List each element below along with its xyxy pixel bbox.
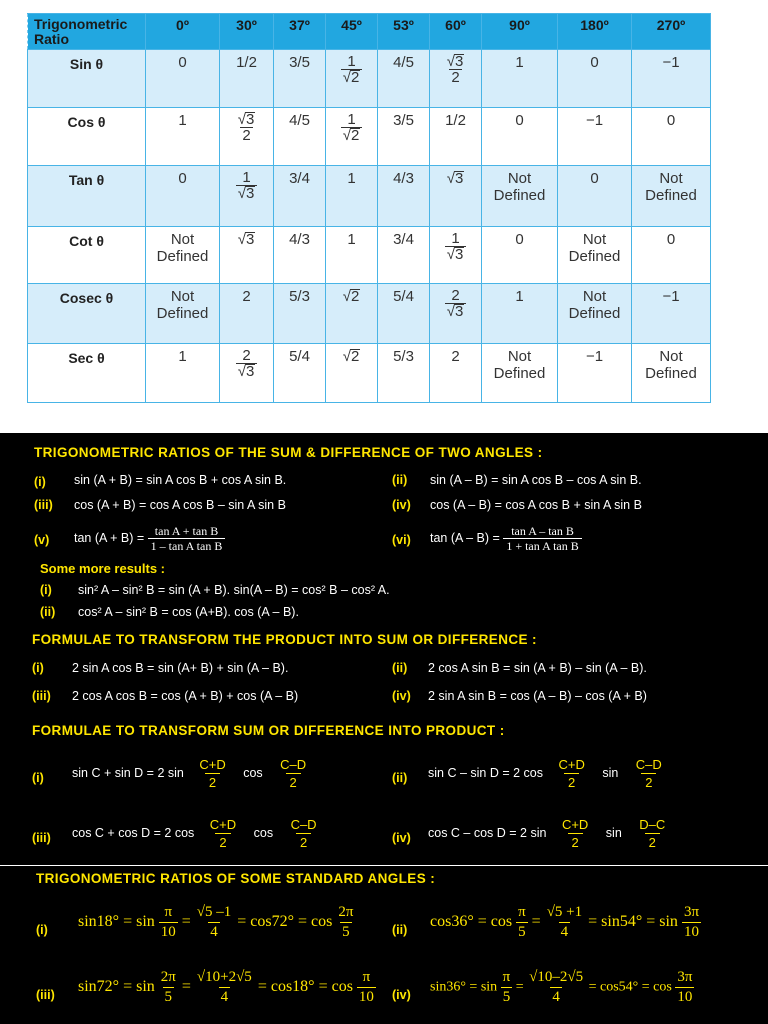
fraction	[206, 816, 240, 851]
table-cell: −1	[558, 108, 632, 166]
fraction-denominator: 2	[568, 833, 583, 851]
standard-angle-formula: sin72° = sin $\frac{2\pi}{5}$ = $\frac{√10+2√5}{4}$ = cos18° = cos $\frac{\pi}{10}$	[78, 969, 374, 1005]
table-cell: 4/5	[378, 50, 430, 108]
fraction-numerator: π	[164, 904, 173, 920]
fraction-numerator: C+D	[209, 817, 237, 832]
fraction-numerator: √10–2√5	[529, 969, 584, 985]
fraction	[357, 968, 376, 1007]
fraction-denominator: 4	[210, 924, 218, 940]
fraction: 1 √ 3	[236, 170, 258, 201]
formula-lhs: sin C – sin D = 2 cos	[428, 765, 543, 780]
func-name: cos	[243, 765, 263, 780]
formula-lhs: sin18° = sin	[78, 913, 155, 931]
table-cell: 0	[482, 227, 558, 284]
table-cell: 4/3	[378, 166, 430, 227]
formula-lhs: cos C – cos D = 2 sin	[428, 825, 547, 840]
table-cell: Not Defined	[482, 166, 558, 227]
formula-text: 2 cos A cos B = cos (A + B) + cos (A – B)	[72, 689, 299, 703]
table-cell	[220, 344, 274, 403]
ratio-name-cell: Cos θ	[28, 108, 146, 166]
fraction-denominator: 10	[358, 989, 374, 1005]
fraction	[287, 816, 321, 851]
formula-text: sin (A – B) = sin A cos B – cos A sin B.	[430, 473, 642, 487]
standard-angle-formula: cos36° = cos $\frac{\pi}{5}$ = $\frac{√5 +1}{4}$ = sin54° = sin $\frac{3\pi}{10}$	[430, 904, 700, 940]
table-row	[28, 108, 711, 166]
fraction: 1 √ 2	[341, 54, 363, 85]
radical: √ 2	[342, 288, 360, 305]
fraction-denominator: 2	[564, 773, 579, 791]
fraction	[675, 968, 694, 1007]
formula-lhs: tan (A – B) =	[430, 530, 500, 545]
fraction: 1 √ 3	[445, 231, 467, 262]
fraction-denominator: 4	[560, 924, 569, 940]
table-cell: 0	[146, 166, 220, 227]
item-label: (iii)	[32, 689, 51, 703]
radical: √ 2	[342, 127, 360, 144]
item-label: (i)	[32, 771, 44, 785]
ratio-name-cell: Cot θ	[28, 227, 146, 284]
item-label: (iv)	[392, 689, 411, 703]
fraction	[682, 903, 701, 942]
table-cell	[220, 166, 274, 227]
formula-panel	[0, 433, 768, 1024]
formula-fraction-row	[428, 816, 669, 851]
table-cell: 2	[430, 344, 482, 403]
fraction-numerator: tan A – tan B	[511, 524, 574, 538]
formula-lhs: tan (A + B) =	[74, 530, 145, 545]
fraction-denominator: 1 – tan A tan B	[148, 538, 226, 553]
ratio-name-cell: Sec θ	[28, 344, 146, 403]
radical: √ 3	[446, 303, 464, 320]
table-cell	[326, 284, 378, 344]
formula-text: 2 sin A cos B = sin (A+ B) + sin (A – B).	[72, 661, 289, 675]
fraction-denominator: 5	[502, 989, 511, 1005]
radical: √ 3	[237, 231, 255, 248]
table-cell: 1	[146, 344, 220, 403]
table-row	[28, 166, 711, 227]
formula-rhs: = cos72° = cos	[237, 913, 333, 931]
fraction-numerator: √5 –1	[196, 904, 232, 920]
table-cell	[326, 344, 378, 403]
fraction-denominator: 10	[160, 924, 176, 940]
fraction	[501, 968, 513, 1007]
fraction-numerator: π	[502, 969, 511, 985]
table-cell: 1	[326, 166, 378, 227]
formula-rhs: = cos54° = cos	[588, 979, 672, 995]
fraction-denominator: 5	[518, 924, 526, 940]
fraction-denominator: 2	[215, 833, 230, 851]
header-cell: 53º	[378, 14, 430, 50]
fraction	[527, 968, 585, 1007]
fraction	[195, 968, 254, 1007]
radical: √ 3	[446, 53, 464, 70]
formula-fraction-row	[428, 756, 666, 791]
header-cell: 60º	[430, 14, 482, 50]
table-cell: Not Defined	[482, 344, 558, 403]
ratio-name-cell: Tan θ	[28, 166, 146, 227]
standard-angle-formula: sin18° = sin $\frac{\pi}{10}$ = $\frac{√5 -1}{4}$ = cos72° = cos $\frac{2\pi}{5}$	[78, 904, 354, 940]
table-cell: 5/3	[274, 284, 326, 344]
fraction-denominator: 5	[164, 989, 173, 1005]
fraction	[195, 756, 229, 791]
table-cell: 3/5	[274, 50, 326, 108]
header-cell: 270º	[632, 14, 711, 50]
formula-row	[34, 473, 46, 491]
formula-text: sin² A – sin² B = sin (A + B). sin(A – B) = cos² B – cos² A.	[78, 583, 390, 597]
fraction: 2 √ 3	[445, 288, 467, 319]
formula-text: cos (A – B) = cos A cos B + sin A sin B	[430, 498, 642, 512]
formula-text: cos² A – sin² B = cos (A+B). cos (A – B).	[78, 605, 299, 619]
table-cell	[326, 108, 378, 166]
fraction-denominator: 2	[205, 773, 220, 791]
formula-text: 2 cos A sin B = sin (A + B) – sin (A – B).	[428, 661, 647, 675]
fraction: 2 √ 3	[236, 348, 258, 379]
table-cell: 1	[482, 284, 558, 344]
standard-angles-heading: TRIGONOMETRIC RATIOS OF SOME STANDARD ANGLES :	[36, 871, 436, 886]
item-label: (iv)	[392, 831, 411, 845]
fraction: 1 √ 2	[341, 112, 363, 143]
func-name: sin	[602, 765, 619, 780]
fraction	[336, 903, 355, 942]
table-cell	[430, 50, 482, 108]
table-cell: 3/4	[274, 166, 326, 227]
table-cell: 5/4	[378, 284, 430, 344]
fraction	[159, 903, 178, 942]
table-cell: Not Defined	[632, 166, 711, 227]
radical: √ 3	[237, 111, 255, 128]
header-cell: 90º	[482, 14, 558, 50]
table-cell	[220, 108, 274, 166]
table-cell: 1/2	[430, 108, 482, 166]
table-cell: 5/4	[274, 344, 326, 403]
table-row	[28, 227, 711, 284]
table-cell	[430, 166, 482, 227]
fraction-denominator: 10	[677, 989, 693, 1005]
sum-diff-heading: TRIGONOMETRIC RATIOS OF THE SUM & DIFFERENCE OF TWO ANGLES :	[34, 445, 543, 460]
formula-lhs: cos C + cos D = 2 cos	[72, 825, 195, 840]
formula-lhs: sin36° = sin	[430, 979, 498, 995]
table-cell	[220, 227, 274, 284]
table-cell: −1	[558, 344, 632, 403]
item-label: (iii)	[32, 831, 51, 845]
formula-text: 2 sin A sin B = cos (A – B) – cos (A + B)	[428, 689, 647, 703]
radical: √ 3	[446, 246, 464, 263]
table-cell: 0	[632, 227, 711, 284]
table-cell: 0	[558, 50, 632, 108]
item-label: (ii)	[392, 923, 408, 937]
item-label: (i)	[32, 661, 44, 675]
fraction-numerator: C–D	[635, 757, 662, 772]
fraction-numerator: tan A + tan B	[154, 524, 219, 538]
fraction-denominator: 2	[641, 773, 656, 791]
standard-angle-formula: sin36° = sin $\frac{\pi}{5}$ = $\frac{√10-2√5}{4}$ = cos54° = cos $\frac{3\pi}{10}$	[430, 969, 693, 1005]
table-cell: 4/3	[274, 227, 326, 284]
item-label: (iv)	[392, 498, 411, 512]
fraction-denominator: 4	[220, 989, 229, 1005]
item-label: (v)	[34, 533, 50, 547]
fraction-denominator: 2	[645, 833, 660, 851]
table-cell: Not Defined	[146, 227, 220, 284]
header-cell: 180º	[558, 14, 632, 50]
table-cell: 1	[146, 108, 220, 166]
formula-text: sin (A + B) = sin A cos B + cos A sin B.	[74, 473, 287, 487]
table-cell: 0	[482, 108, 558, 166]
fraction	[632, 756, 666, 791]
item-label: (iv)	[392, 988, 411, 1002]
fraction	[159, 968, 178, 1007]
table-cell	[326, 50, 378, 108]
fraction-numerator: C–D	[290, 817, 317, 832]
formula-lhs: cos36° = cos	[430, 913, 513, 931]
formula-rhs: = sin54° = sin	[588, 913, 678, 931]
fraction-numerator: D–C	[639, 817, 666, 832]
ratio-name-cell: Cosec θ	[28, 284, 146, 344]
item-label: (i)	[40, 583, 52, 597]
formula-text: cos (A + B) = cos A cos B – sin A sin B	[74, 498, 286, 512]
table-cell: 0	[558, 166, 632, 227]
table-cell: 1/2	[220, 50, 274, 108]
fraction	[635, 816, 669, 851]
table-row	[28, 344, 711, 403]
divider	[0, 865, 768, 866]
table-cell: 3/4	[378, 227, 430, 284]
table-cell: −1	[632, 284, 711, 344]
fraction-denominator: 4	[552, 989, 560, 1005]
item-label: (ii)	[392, 473, 408, 487]
formula-fraction-row	[74, 524, 225, 553]
header-cell: 45º	[326, 14, 378, 50]
formula-lhs: sin C + sin D = 2 sin	[72, 765, 184, 780]
table-header-row	[28, 14, 711, 50]
header-cell: 30º	[220, 14, 274, 50]
formula-fraction-row	[430, 524, 582, 553]
fraction-denominator: 1 + tan A tan B	[503, 538, 581, 553]
fraction-denominator: 10	[683, 924, 699, 940]
fraction	[545, 903, 584, 942]
table-cell: 2	[220, 284, 274, 344]
product-sum-heading: FORMULAE TO TRANSFORM THE PRODUCT INTO SUM OR DIFFERENCE :	[32, 632, 537, 647]
table-cell: −1	[632, 50, 711, 108]
formula-fraction-row	[72, 756, 310, 791]
fraction-numerator: π	[362, 969, 371, 985]
fraction-numerator: 2π	[338, 904, 354, 920]
fraction-denominator: 5	[342, 924, 350, 940]
item-label: (i)	[34, 475, 46, 489]
fraction-numerator: C+D	[199, 757, 226, 772]
fraction: √ 3 2	[446, 53, 464, 86]
item-label: (ii)	[392, 771, 408, 785]
fraction-numerator: 3π	[683, 904, 700, 920]
table-cell	[430, 227, 482, 284]
fraction-denominator: 2	[286, 773, 301, 791]
fraction-numerator: 2π	[160, 969, 176, 985]
ratio-name-cell: Sin θ	[28, 50, 146, 108]
fraction-denominator: 2	[296, 833, 311, 851]
table-cell: 1	[326, 227, 378, 284]
sum-product-heading: FORMULAE TO TRANSFORM SUM OR DIFFERENCE INTO PRODUCT :	[32, 723, 505, 738]
func-name: cos	[253, 825, 274, 840]
table-cell: Not Defined	[146, 284, 220, 344]
trig-ratio-table	[27, 13, 711, 403]
radical: √ 3	[446, 170, 464, 187]
table-cell: 3/5	[378, 108, 430, 166]
table-cell: 5/3	[378, 344, 430, 403]
fraction: √ 3 2	[237, 111, 255, 144]
fraction	[558, 816, 592, 851]
fraction	[148, 524, 226, 553]
header-cell: 0º	[146, 14, 220, 50]
formula-fraction-row	[72, 816, 321, 851]
item-label: (vi)	[392, 533, 411, 547]
table-cell: 0	[632, 108, 711, 166]
fraction	[503, 524, 581, 553]
table-cell: Not Defined	[558, 284, 632, 344]
radical: √ 2	[342, 69, 360, 86]
table-cell: 4/5	[274, 108, 326, 166]
header-cell: Trigonometric Ratio	[28, 14, 146, 50]
table-cell: 1	[482, 50, 558, 108]
radical: √ 3	[237, 363, 255, 380]
fraction	[516, 903, 528, 942]
fraction	[554, 756, 588, 791]
fraction	[195, 903, 233, 942]
item-label: (ii)	[392, 661, 408, 675]
formula-rhs: = cos18° = cos	[257, 978, 353, 996]
formula-lhs: sin72° = sin	[78, 978, 155, 996]
radical: √ 3	[237, 185, 255, 202]
func-name: sin	[605, 825, 622, 840]
item-label: (i)	[36, 923, 48, 937]
fraction	[276, 756, 310, 791]
more-results-heading: Some more results :	[40, 561, 165, 576]
fraction-numerator: C+D	[561, 817, 589, 832]
fraction-numerator: C+D	[558, 757, 585, 772]
item-label: (iii)	[34, 498, 53, 512]
fraction-numerator: π	[518, 904, 526, 920]
fraction-numerator: 3π	[677, 969, 693, 985]
fraction-numerator: C–D	[280, 757, 307, 772]
item-label: (ii)	[40, 605, 56, 619]
table-row	[28, 284, 711, 344]
table-cell: Not Defined	[632, 344, 711, 403]
fraction-numerator: √5 +1	[546, 904, 583, 920]
table-cell: 0	[146, 50, 220, 108]
header-cell: 37º	[274, 14, 326, 50]
fraction-numerator: √10+2√5	[196, 969, 252, 985]
table-cell: Not Defined	[558, 227, 632, 284]
radical: √ 2	[342, 348, 360, 365]
item-label: (iii)	[36, 988, 55, 1002]
table-row	[28, 50, 711, 108]
table-cell	[430, 284, 482, 344]
